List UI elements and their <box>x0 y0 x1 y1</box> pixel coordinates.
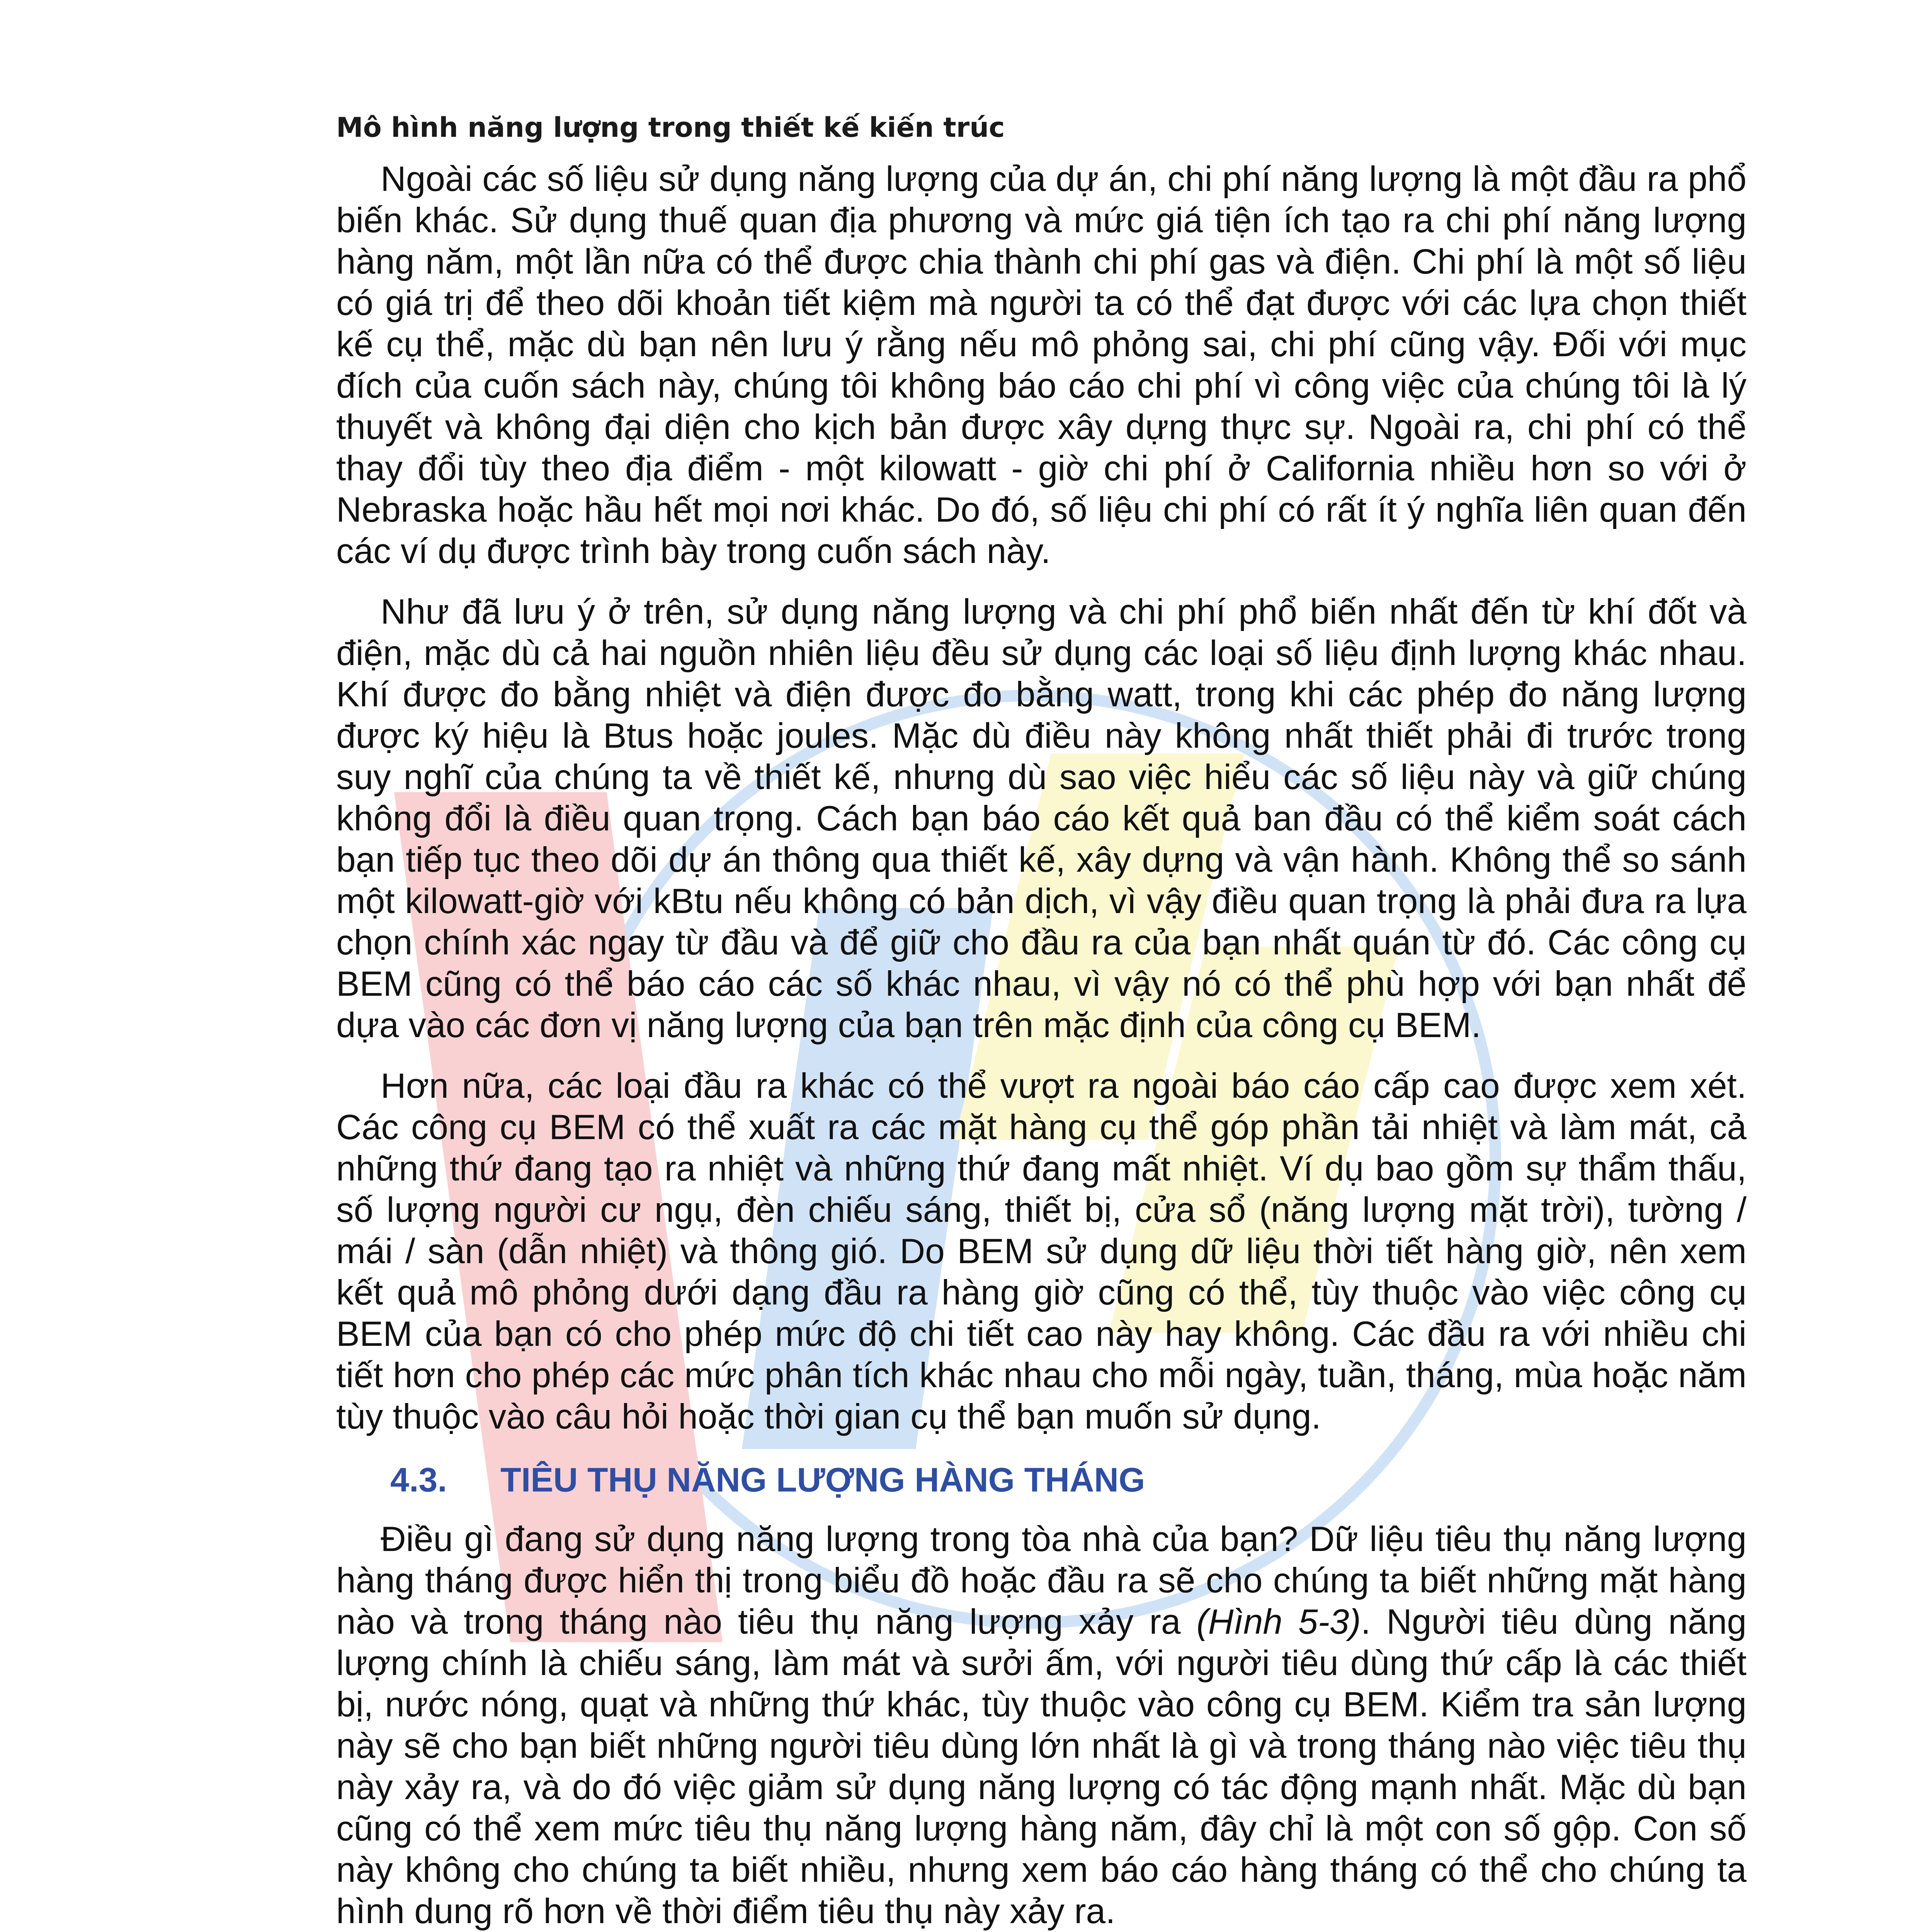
figure-reference: (Hình 5-3) <box>1196 1602 1361 1641</box>
section-heading <box>390 1457 1747 1503</box>
section-title: TIÊU THỤ NĂNG LƯỢNG HÀNG THÁNG <box>500 1461 1145 1499</box>
paragraph-units: Như đã lưu ý ở trên, sử dụng năng lượng và chi phí phổ biến nhất đến từ khí đốt và điện, mặc dù cả hai nguồn nhiên liệu đều sử dụng các loại số liệu định lượng khác nhau. Khí được đo bằng nhiệt và điện được đo bằng watt, trong khi các phép đo năng lượng được ký hiệu là Btus hoặc joules. Mặc dù điều này không nhất thiết phải đi trước trong suy nghĩ của chúng ta về thiết kế, nhưng dù sao việc hiểu các số liệu này và giữ chúng không đổi là điều quan trọng. Cách bạn báo cáo kết quả ban đầu có thể kiểm soát cách bạn tiếp tục theo dõi dự án thông qua thiết kế, xây dựng và vận hành. Không thể so sánh một kilowatt-giờ với kBtu nếu không có bản dịch, vì vậy điều quan trọng là phải đưa ra lựa chọn chính xác ngay từ đầu và để giữ cho đầu ra của bạn nhất quán từ đó. Các công cụ BEM cũng có thể báo cáo các số khác nhau, vì vậy nó có thể phù hợp với bạn nhất để dựa vào các đơn vị năng lượng của bạn trên mặc định của công cụ BEM. <box>336 592 1747 1045</box>
paragraph-energy-cost: Ngoài các số liệu sử dụng năng lượng của dự án, chi phí năng lượng là một đầu ra phổ biến khác. Sử dụng thuế quan địa phương và mức giá tiện ích tạo ra chi phí năng lượng hàng năm, một lần nữa có thể được chia thành chi phí gas và điện. Chi phí là một số liệu có giá trị để theo dõi khoản tiết kiệm mà người ta có thể đạt được với các lựa chọn thiết kế cụ thể, mặc dù bạn nên lưu ý rằng nếu mô phỏng sai, chi phí cũng vậy. Đối với mục đích của cuốn sách này, chúng tôi không báo cáo chi phí vì công việc của chúng tôi là lý thuyết và không đại diện cho kịch bản được xây dựng thực sự. Ngoài ra, chi phí có thể thay đổi tùy theo địa điểm - một kilowatt - giờ chi phí ở California nhiều hơn so với ở Nebraska hoặc hầu hết mọi nơi khác. Do đó, số liệu chi phí có rất ít ý nghĩa liên quan đến các ví dụ được trình bày trong cuốn sách này. <box>336 160 1747 571</box>
paragraph-monthly-consumption <box>336 1519 1747 1932</box>
section-number: 4.3. <box>390 1461 447 1499</box>
running-header: Mô hình năng lượng trong thiết kế kiến trúc <box>336 112 1005 143</box>
paragraph-other-outputs: Hơn nữa, các loại đầu ra khác có thể vượt ra ngoài báo cáo cấp cao được xem xét. Các công cụ BEM có thể xuất ra các mặt hàng cụ thể góp phần tải nhiệt và làm mát, cả những thứ đang tạo ra nhiệt và những thứ đang mất nhiệt. Ví dụ bao gồm sự thẩm thấu, số lượng người cư ngụ, đèn chiếu sáng, thiết bị, cửa sổ (năng lượng mặt trời), tường / mái / sàn (dẫn nhiệt) và thông gió. Do BEM sử dụng dữ liệu thời tiết hàng giờ, nên xem kết quả mô phỏng dưới dạng đầu ra hàng giờ cũng có thể, tùy thuộc vào việc công cụ BEM của bạn có cho phép mức độ chi tiết cao này hay không. Các đầu ra với nhiều chi tiết hơn cho phép các mức phân tích khác nhau cho mỗi ngày, tuần, tháng, mùa hoặc năm tùy thuộc vào câu hỏi hoặc thời gian cụ thể bạn muốn sử dụng. <box>336 1066 1747 1436</box>
document-page <box>336 108 1747 1932</box>
paragraph-text: Điều gì đang sử dụng năng lượng trong tòa nhà của bạn? Dữ liệu tiêu thụ năng lượng hàng tháng được hiển thị trong biểu đồ hoặc đầu ra sẽ cho chúng ta biết những mặt hàng nào và trong tháng nào tiêu thụ năng lượng xảy ra <box>336 1520 1747 1641</box>
paragraph-text: . Người tiêu dùng năng lượng chính là chiếu sáng, làm mát và sưởi ấm, với người tiêu dùng thứ cấp là các thiết bị, nước nóng, quạt và những thứ khác, tùy thuộc vào công cụ BEM. Kiểm tra sản lượng này sẽ cho bạn biết những người tiêu dùng lớn nhất là gì và trong tháng nào việc tiêu thụ này xảy ra, và do đó việc giảm sử dụng năng lượng có tác động mạnh nhất. Mặc dù bạn cũng có thể xem mức tiêu thụ năng lượng hàng năm, đây chỉ là một con số gộp. Con số này không cho chúng ta biết nhiều, nhưng xem báo cáo hàng tháng có thể cho chúng ta hình dung rõ hơn về thời điểm tiêu thụ này xảy ra. <box>336 1602 1747 1931</box>
